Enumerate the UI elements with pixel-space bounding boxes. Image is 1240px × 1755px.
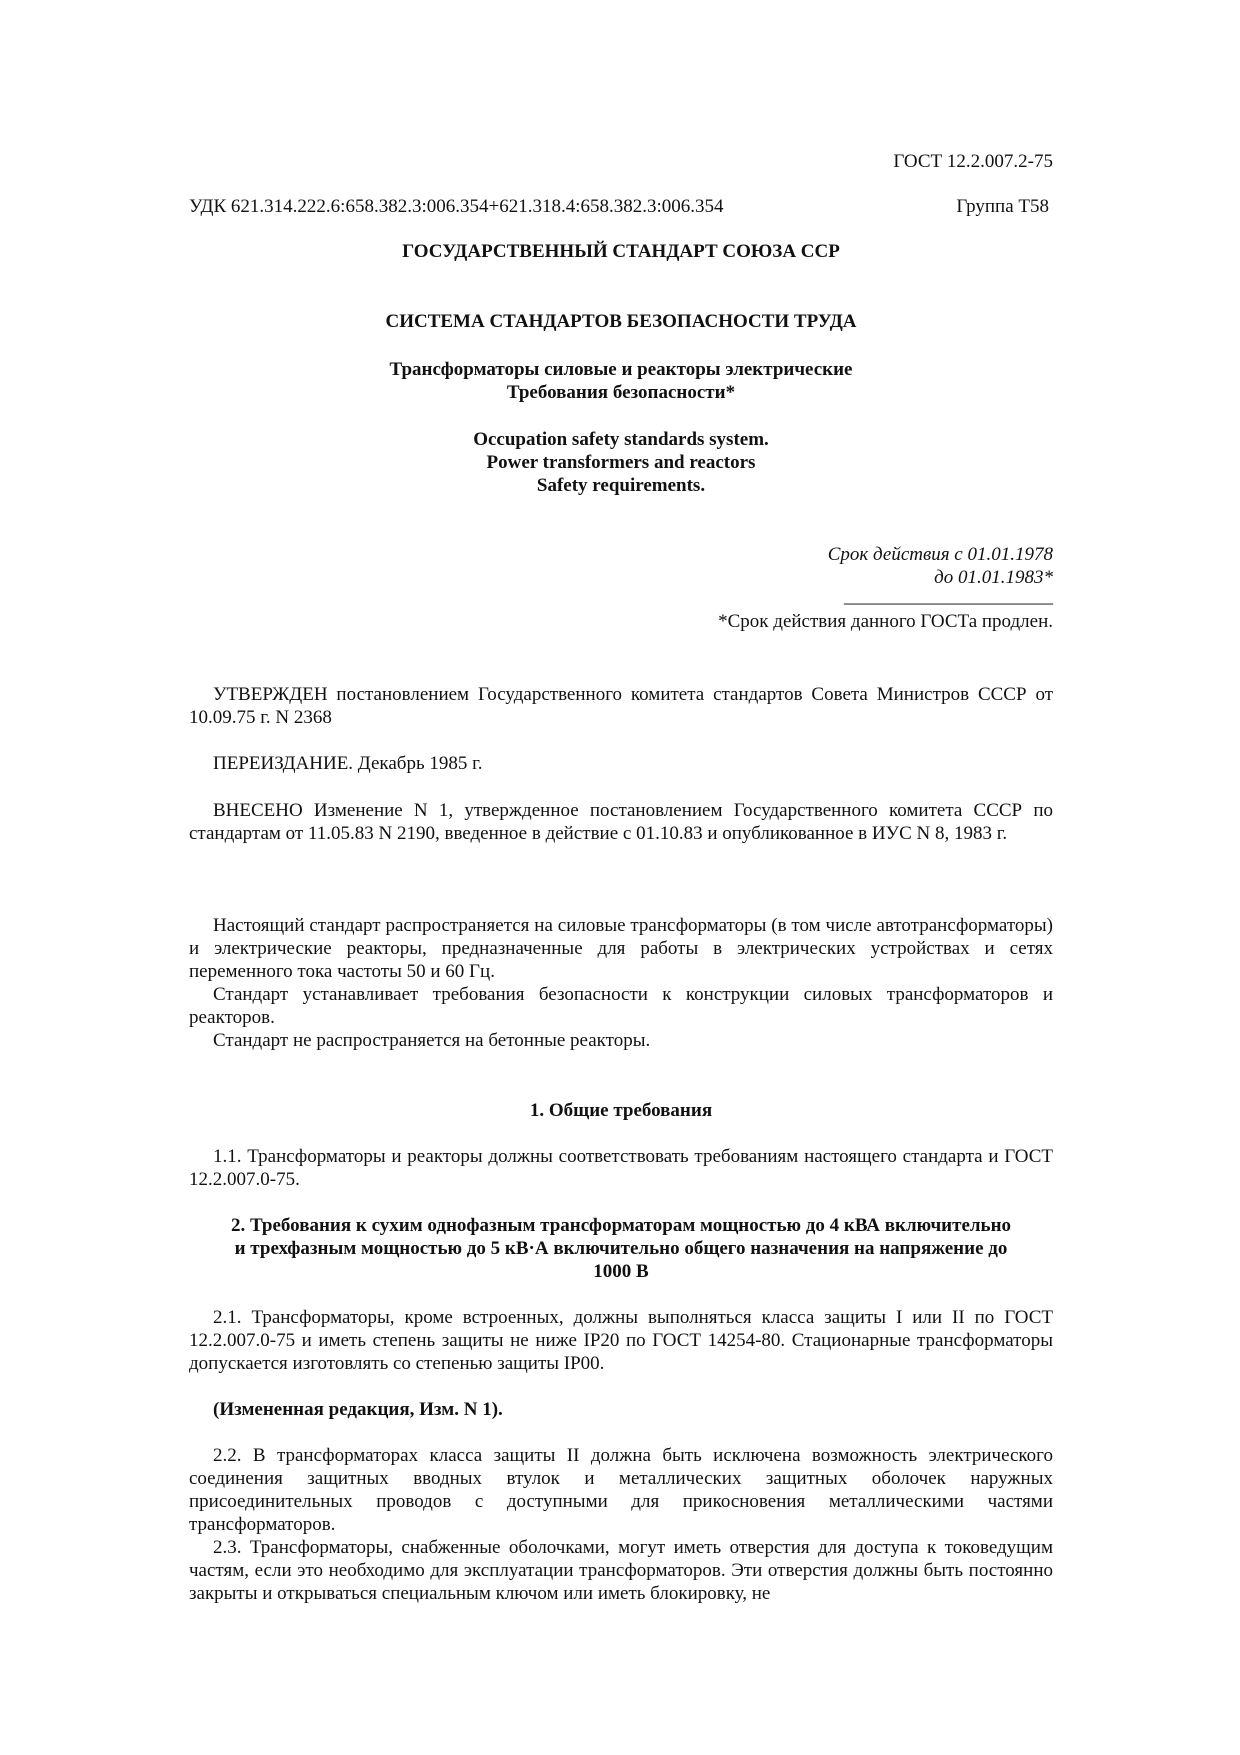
english-title — [189, 428, 1053, 497]
section-2-heading-line: 2. Требования к сухим однофазным трансформаторам мощностью до 4 кВА включительно — [230, 1215, 1012, 1236]
section-1-heading: 1. Общие требования — [529, 1100, 713, 1121]
approved-paragraph: УТВЕРЖДЕН постановлением Государственного комитета стандартов Совета Министров СССР от 10.09.75 г. N 2368 — [189, 684, 1053, 728]
russian-title-line: Трансформаторы силовые и реакторы электрические — [389, 359, 853, 380]
russian-title — [189, 358, 1053, 404]
clause-1-1: 1.1. Трансформаторы и реакторы должны соответствовать требованиям настоящего стандарта и ГОСТ 12.2.007.0-75. — [189, 1146, 1053, 1190]
clause-2-2: 2.2. В трансформаторах класса защиты II должна быть исключена возможность электрического соединения защитных вводных втулок и металлических защитных оболочек наружных присоединительных проводов с доступными для прикосновения металлическими частями трансформаторов. — [189, 1445, 1053, 1535]
clause-2-3: 2.3. Трансформаторы, снабженные оболочками, могут иметь отверстия для доступа к токоведущим частям, если это необходимо для эксплуатации трансформаторов. Эти отверстия должны быть постоянно закрыты и открываться специальным ключом или иметь блокировку, не — [189, 1537, 1053, 1604]
group-code: Группа Т58 — [956, 196, 1049, 217]
section-2-heading-line: 1000 В — [593, 1261, 649, 1282]
english-title-line: Power transformers and reactors — [486, 452, 756, 473]
intro-paragraph: Стандарт не распространяется на бетонные реакторы. — [213, 1030, 651, 1051]
section-2-heading-line: и трехфазным мощностью до 5 кВ·А включительно общего назначения на напряжение до — [234, 1238, 1008, 1259]
gost-number: ГОСТ 12.2.007.2-75 — [893, 151, 1053, 172]
validity-end: до 01.01.1983* — [934, 567, 1053, 588]
reissue-paragraph: ПЕРЕИЗДАНИЕ. Декабрь 1985 г. — [213, 753, 483, 774]
english-title-line: Occupation safety standards system. — [473, 429, 769, 450]
state-standard-title: ГОСУДАРСТВЕННЫЙ СТАНДАРТ СОЮЗА ССР — [402, 241, 840, 262]
udk-code: УДК 621.314.222.6:658.382.3:006.354+621.318.4:658.382.3:006.354 — [189, 196, 724, 217]
footnote-rule: ______________________ — [844, 586, 1053, 607]
russian-title-line: Требования безопасности* — [506, 382, 736, 403]
intro-paragraph: Стандарт устанавливает требования безопасности к конструкции силовых трансформаторов и реакторов. — [189, 984, 1053, 1028]
validity-period — [189, 543, 1053, 589]
validity-start: Срок действия с 01.01.1978 — [827, 544, 1053, 565]
clause-2-1: 2.1. Трансформаторы, кроме встроенных, должны выполняться класса защиты I или II по ГОСТ 12.2.007.0-75 и иметь степень защиты не ниже IP20 по ГОСТ 14254-80. Стационарные трансформаторы допускается изготовлять со степенью защиты IP00. — [189, 1307, 1053, 1374]
amendment-paragraph: ВНЕСЕНО Изменение N 1, утвержденное постановлением Государственного комитета СССР по стандартам от 11.05.83 N 2190, введенное в действие с 01.10.83 и опубликованное в ИУС N 8, 1983 г. — [189, 800, 1053, 844]
system-title: СИСТЕМА СТАНДАРТОВ БЕЗОПАСНОСТИ ТРУДА — [385, 311, 857, 332]
intro-paragraph: Настоящий стандарт распространяется на силовые трансформаторы (в том числе автотрансформаторы) и электрические реакторы, предназначенные для работы в электрических устройствах и сетях переменного тока частоты 50 и 60 Гц. — [189, 915, 1053, 982]
english-title-line: Safety requirements. — [536, 475, 706, 496]
edition-note: (Измененная редакция, Изм. N 1). — [213, 1399, 503, 1420]
section-2-heading — [189, 1214, 1053, 1283]
validity-footnote: *Срок действия данного ГОСТа продлен. — [718, 611, 1053, 632]
